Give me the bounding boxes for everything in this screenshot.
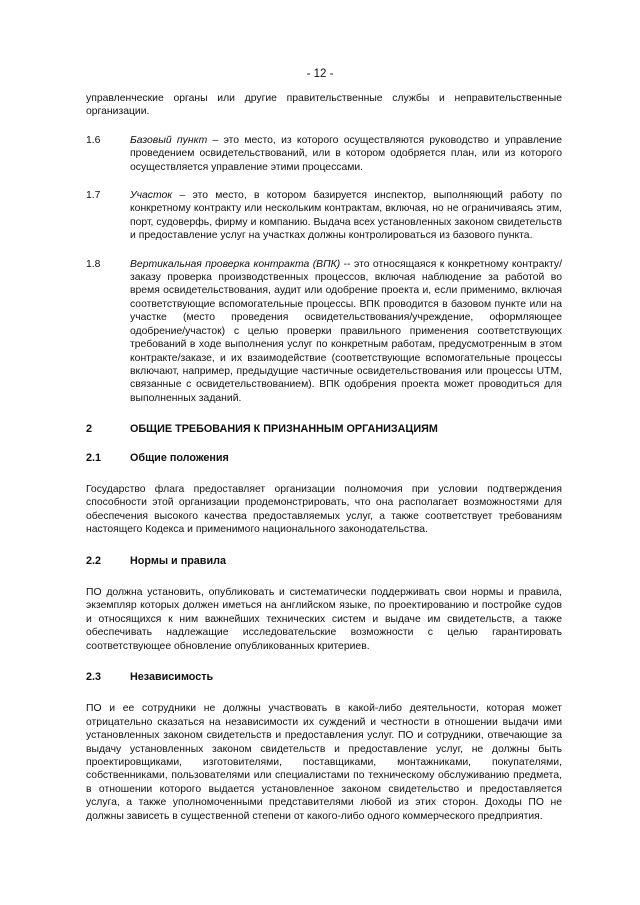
definition-number: 1.7: [86, 190, 101, 202]
section-2-heading: [86, 423, 562, 436]
subsection-number: 2.3: [86, 671, 102, 683]
definition-term: Участок: [130, 190, 173, 202]
subsection-title: Общие положения: [130, 451, 229, 464]
subsection-title: Независимость: [130, 671, 214, 683]
subsection-2-1-heading: [86, 452, 562, 465]
subsection-2-3-paragraph: ПО и ее сотрудники не должны участвовать в какой-либо деятельности, которая может отрицательно сказаться на независимости их суждений и честности в отношении выдачи ими установленных законом свидетельств и предоставления услуг. ПО и сотрудники, отвечающие за выдачу установленных законом свидетельств и предоставление услуг, не должны быть проектировщиками, изготовителями, поставщиками, монтажниками, покупателями, собственниками, пользователями или специалистами по техническому обслуживанию предмета, в отношении которого выдается установленное законом свидетельство и предоставляется услуга, а также уполномоченными представителями любой из этих сторон. Доходы ПО не должны зависеть в существенной степени от какого-либо одного коммерческого предприятия.: [86, 703, 562, 822]
definition-1-6: [86, 134, 562, 174]
definition-number: 1.6: [86, 134, 101, 146]
subsection-2-1-paragraph: Государство флага предоставляет организации полномочия при условии подтверждения способности этой организации продемонстрировать, что она располагает возможностями для обеспечения высокого качества предоставляемых услуг, а также соответствует требованиям настоящего Кодекса и применимого национального законодательства.: [86, 483, 562, 536]
section-title: ОБЩИЕ ТРЕБОВАНИЯ К ПРИЗНАННЫМ ОРГАНИЗАЦИЯМ: [130, 423, 438, 436]
subsection-2-3-heading: [86, 671, 562, 684]
definition-text: – это место, в котором базируется инспектор, выполняющий работу по конкретному контракту или нескольким контрактам, включая, но не ограничиваясь этим, порт, судоверфь, фирму и компанию. Выдача всех установленных законом свидетельств и предоставление услуг на участках должны контролироваться из базового пункта.: [130, 190, 562, 242]
subsection-2-2-paragraph: ПО должна установить, опубликовать и систематически поддерживать свои нормы и правила, экземпляр которых должен иметься на английском языке, по проектированию и постройке судов и относящихся к ним важнейших технических систем и выдаче им свидетельств, а также обеспечивать надлежащие исследовательские возможности с целью гарантировать соответствующее обновление опубликованных критериев.: [86, 586, 562, 652]
page-number: - 12 -: [306, 68, 334, 80]
subsection-number: 2.1: [86, 451, 102, 464]
definition-number: 1.8: [86, 258, 101, 270]
intro-paragraph: управленческие органы или другие правительственные службы и неправительственные организации.: [86, 93, 562, 118]
definition-text: -- это относящаяся к конкретному контракту/заказу проверка производственных процессов, включая наблюдение за работой во время освидетельствования, аудит или одобрение проекта и, если применимо, включая соответствующие вспомогательные процессы. ВПК проводится в базовом пункте или на участке (место проведения освидетельствования/учреждение, оформляющее одобрение/участок) с целью проверки правильного применения соответствующих требований в ходе выполнения услуг по конкретным работам, предусмотренным в этом контракте/заказе, и их взаимодействие (соответствующие вспомогательные процессы включают, например, предыдущие частичные освидетельствования или процессы UTM, связанные с освидетельствованием). ВПК одобрения проекта может проводиться для выполненных заданий.: [130, 258, 562, 404]
definition-text: – это место, из которого осуществляются руководство и управление проведением освидетельствований, или в котором одобряется план, или из которого осуществляется управление этими процессами.: [130, 134, 562, 173]
section-number: 2: [86, 423, 93, 436]
definition-1-8: [86, 258, 562, 405]
subsection-number: 2.2: [86, 554, 102, 567]
definition-1-7: [86, 189, 562, 243]
subsection-title: Нормы и правила: [130, 554, 226, 567]
definition-term: Вертикальная проверка контракта (ВПК): [130, 258, 341, 270]
subsection-2-2-heading: [86, 555, 562, 568]
definition-term: Базовый пункт: [130, 134, 208, 146]
document-body: [86, 92, 562, 823]
